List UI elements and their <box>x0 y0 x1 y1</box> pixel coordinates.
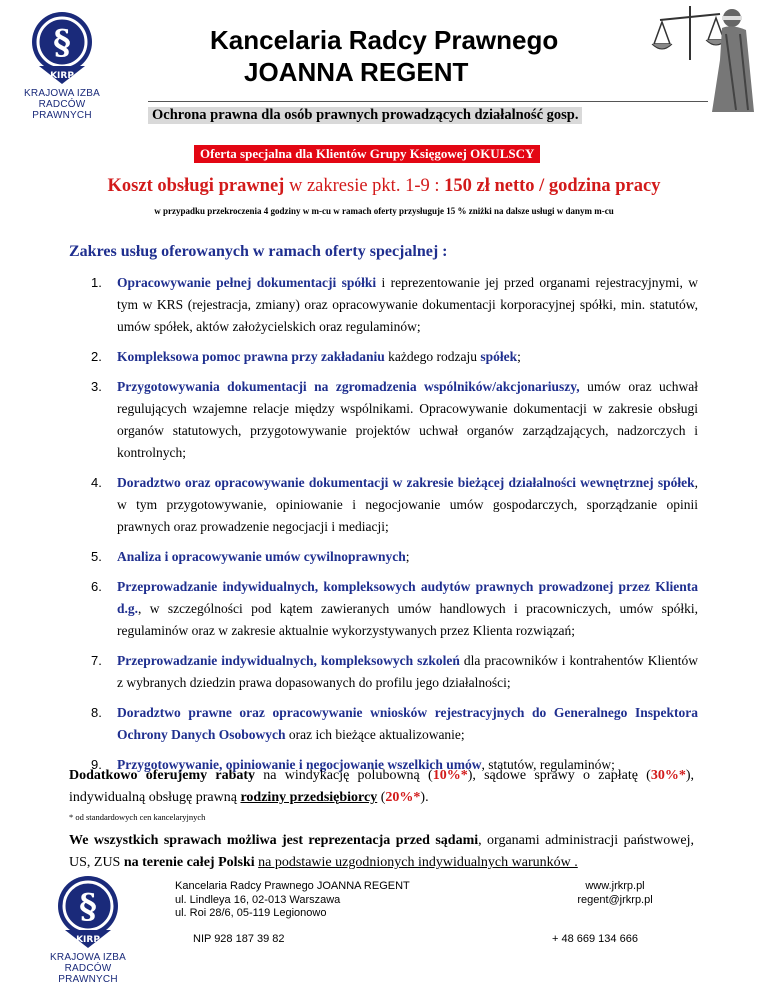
footer-contact <box>560 880 670 907</box>
discount-note: w przypadku przekroczenia 4 godziny w m-cu w ramach oferty przysługuje 15 % zniżki na dalsze usługi w danym m-cu <box>154 206 614 216</box>
kirp-emblem-icon <box>25 8 99 88</box>
footer-phone[interactable]: + 48 669 134 666 <box>552 933 638 945</box>
service-item: 5. Analiza i opracowywanie umów cywilnoprawnych; <box>91 549 410 564</box>
office-title-line2: JOANNA REGENT <box>244 57 469 87</box>
service-item: 2. Kompleksowa pomoc prawna przy zakładaniu każdego rodzaju spółek; <box>91 349 521 364</box>
footer-address-2: ul. Roi 28/6, 05-119 Legionowo <box>175 907 327 919</box>
footnote: * od standardowych cen kancelaryjnych <box>69 812 206 822</box>
kirp-logo-bottom: § KIRP KRAJOWA IZBA RADCÓW PRAWNYCH <box>40 872 136 985</box>
logo-text-line2: RADCÓW PRAWNYCH <box>32 99 92 121</box>
cost-rate: 150 zł netto / godzina pracy <box>444 176 661 196</box>
footer-website-link[interactable]: www.jrkrp.pl <box>585 880 645 892</box>
footer-address <box>175 880 410 921</box>
header-divider <box>148 101 708 102</box>
service-item: 7. Przeprowadzanie indywidualnych, kompleksowych szkoleń dla pracowników i kontrahentów Klientów z wybranych dziedzin prawa dopasowanych do profilu jego działalności; <box>91 653 698 690</box>
footer-address-1: ul. Lindleya 16, 02-013 Warszawa <box>175 893 341 906</box>
header-subtitle: Ochrona prawna dla osób prawnych prowadzących działalność gosp. <box>148 107 582 124</box>
service-item: 9. Przygotowywanie, opiniowanie i negocjowanie wszelkich umów, statutów, regulaminów; <box>91 757 615 772</box>
footer-nip: NIP 928 187 39 82 <box>193 933 285 945</box>
service-item: 8. Doradztwo prawne oraz opracowywanie wniosków rejestracyjnych do Generalnego Inspektora Ochrony Danych Osobowych oraz ich bieżące aktualizowanie; <box>91 705 698 742</box>
kirp-logo-top <box>14 8 110 121</box>
kirp-emblem-icon <box>51 872 125 952</box>
service-item: 1. Opracowywanie pełnej dokumentacji spółki i reprezentowanie jej przed organami rejestracyjnymi, w tym w KRS (rejestracja, zmiany) oraz opracowywanie dokumentacji korporacyjnej spółki, min. statutów, umów spółek, aktów założycielskich oraz regulaminów; <box>91 275 698 334</box>
lady-justice-icon <box>650 0 760 112</box>
svg-text:§: § <box>53 23 71 63</box>
discounts-paragraph: Dodatkowo oferujemy rabaty na windykację polubowną (10%*), sądowe sprawy o zapłatę (30%*), indywidualną obsługę prawną rodziny przedsiębiorcy (20%*). <box>69 768 695 805</box>
service-item: 6. Przeprowadzanie indywidualnych, kompleksowych audytów prawnych prowadzonej przez Klienta d.g., w szczególności pod kątem zawieranych umów handlowych i pracowniczych, umów spółki, regulaminów oraz w zakresie aktualnie wykorzystywanych przez Klienta rozwiązań; <box>91 579 698 638</box>
logo-text-line1: KRAJOWA IZBA <box>24 88 100 99</box>
footer-office-name: Kancelaria Radcy Prawnego JOANNA REGENT <box>175 880 410 892</box>
service-item: 3. Przygotowywania dokumentacji na zgromadzenia wspólników/akcjonariuszy, umów oraz uchwał regulujących wzajemne relacje między wspólnikami. Opracowywanie dokumentacji w zakresie obsługi organów statutowych, przygotowywanie projektów uchwał organów zarządzających, nadzorczych i kontrolnych; <box>91 379 698 460</box>
cost-line <box>0 176 768 197</box>
logo-badge-text: KIRP <box>50 71 74 81</box>
services-list <box>76 272 698 784</box>
scope-heading: Zakres usług oferowanych w ramach oferty specjalnej : <box>69 243 448 260</box>
svg-text:KIRP: KIRP <box>76 935 100 945</box>
representation-paragraph: We wszystkich sprawach możliwa jest reprezentacja przed sądami, organami administracji państwowej, US, ZUS na terenie całej Polski na podstawie uzgodnionych indywidualnych warunków . <box>69 833 694 870</box>
svg-text:§: § <box>79 887 97 927</box>
office-title-line1: Kancelaria Radcy Prawnego <box>210 25 559 55</box>
service-item: 4. Doradztwo oraz opracowywanie dokumentacji w zakresie bieżącej działalności wewnętrznej spółek, w tym przygotowywanie, opiniowanie i negocjowanie umów gospodarczych, sporządzanie opinii prawnych oraz prowadzenie negocjacji i mediacji; <box>91 475 698 534</box>
special-offer-banner: Oferta specjalna dla Klientów Grupy Księgowej OKULSCY <box>194 145 540 163</box>
footer-email-link[interactable]: regent@jrkrp.pl <box>577 893 653 906</box>
cost-label: Koszt obsługi prawnej <box>107 176 285 196</box>
cost-scope: w zakresie pkt. 1-9 : <box>284 176 445 196</box>
